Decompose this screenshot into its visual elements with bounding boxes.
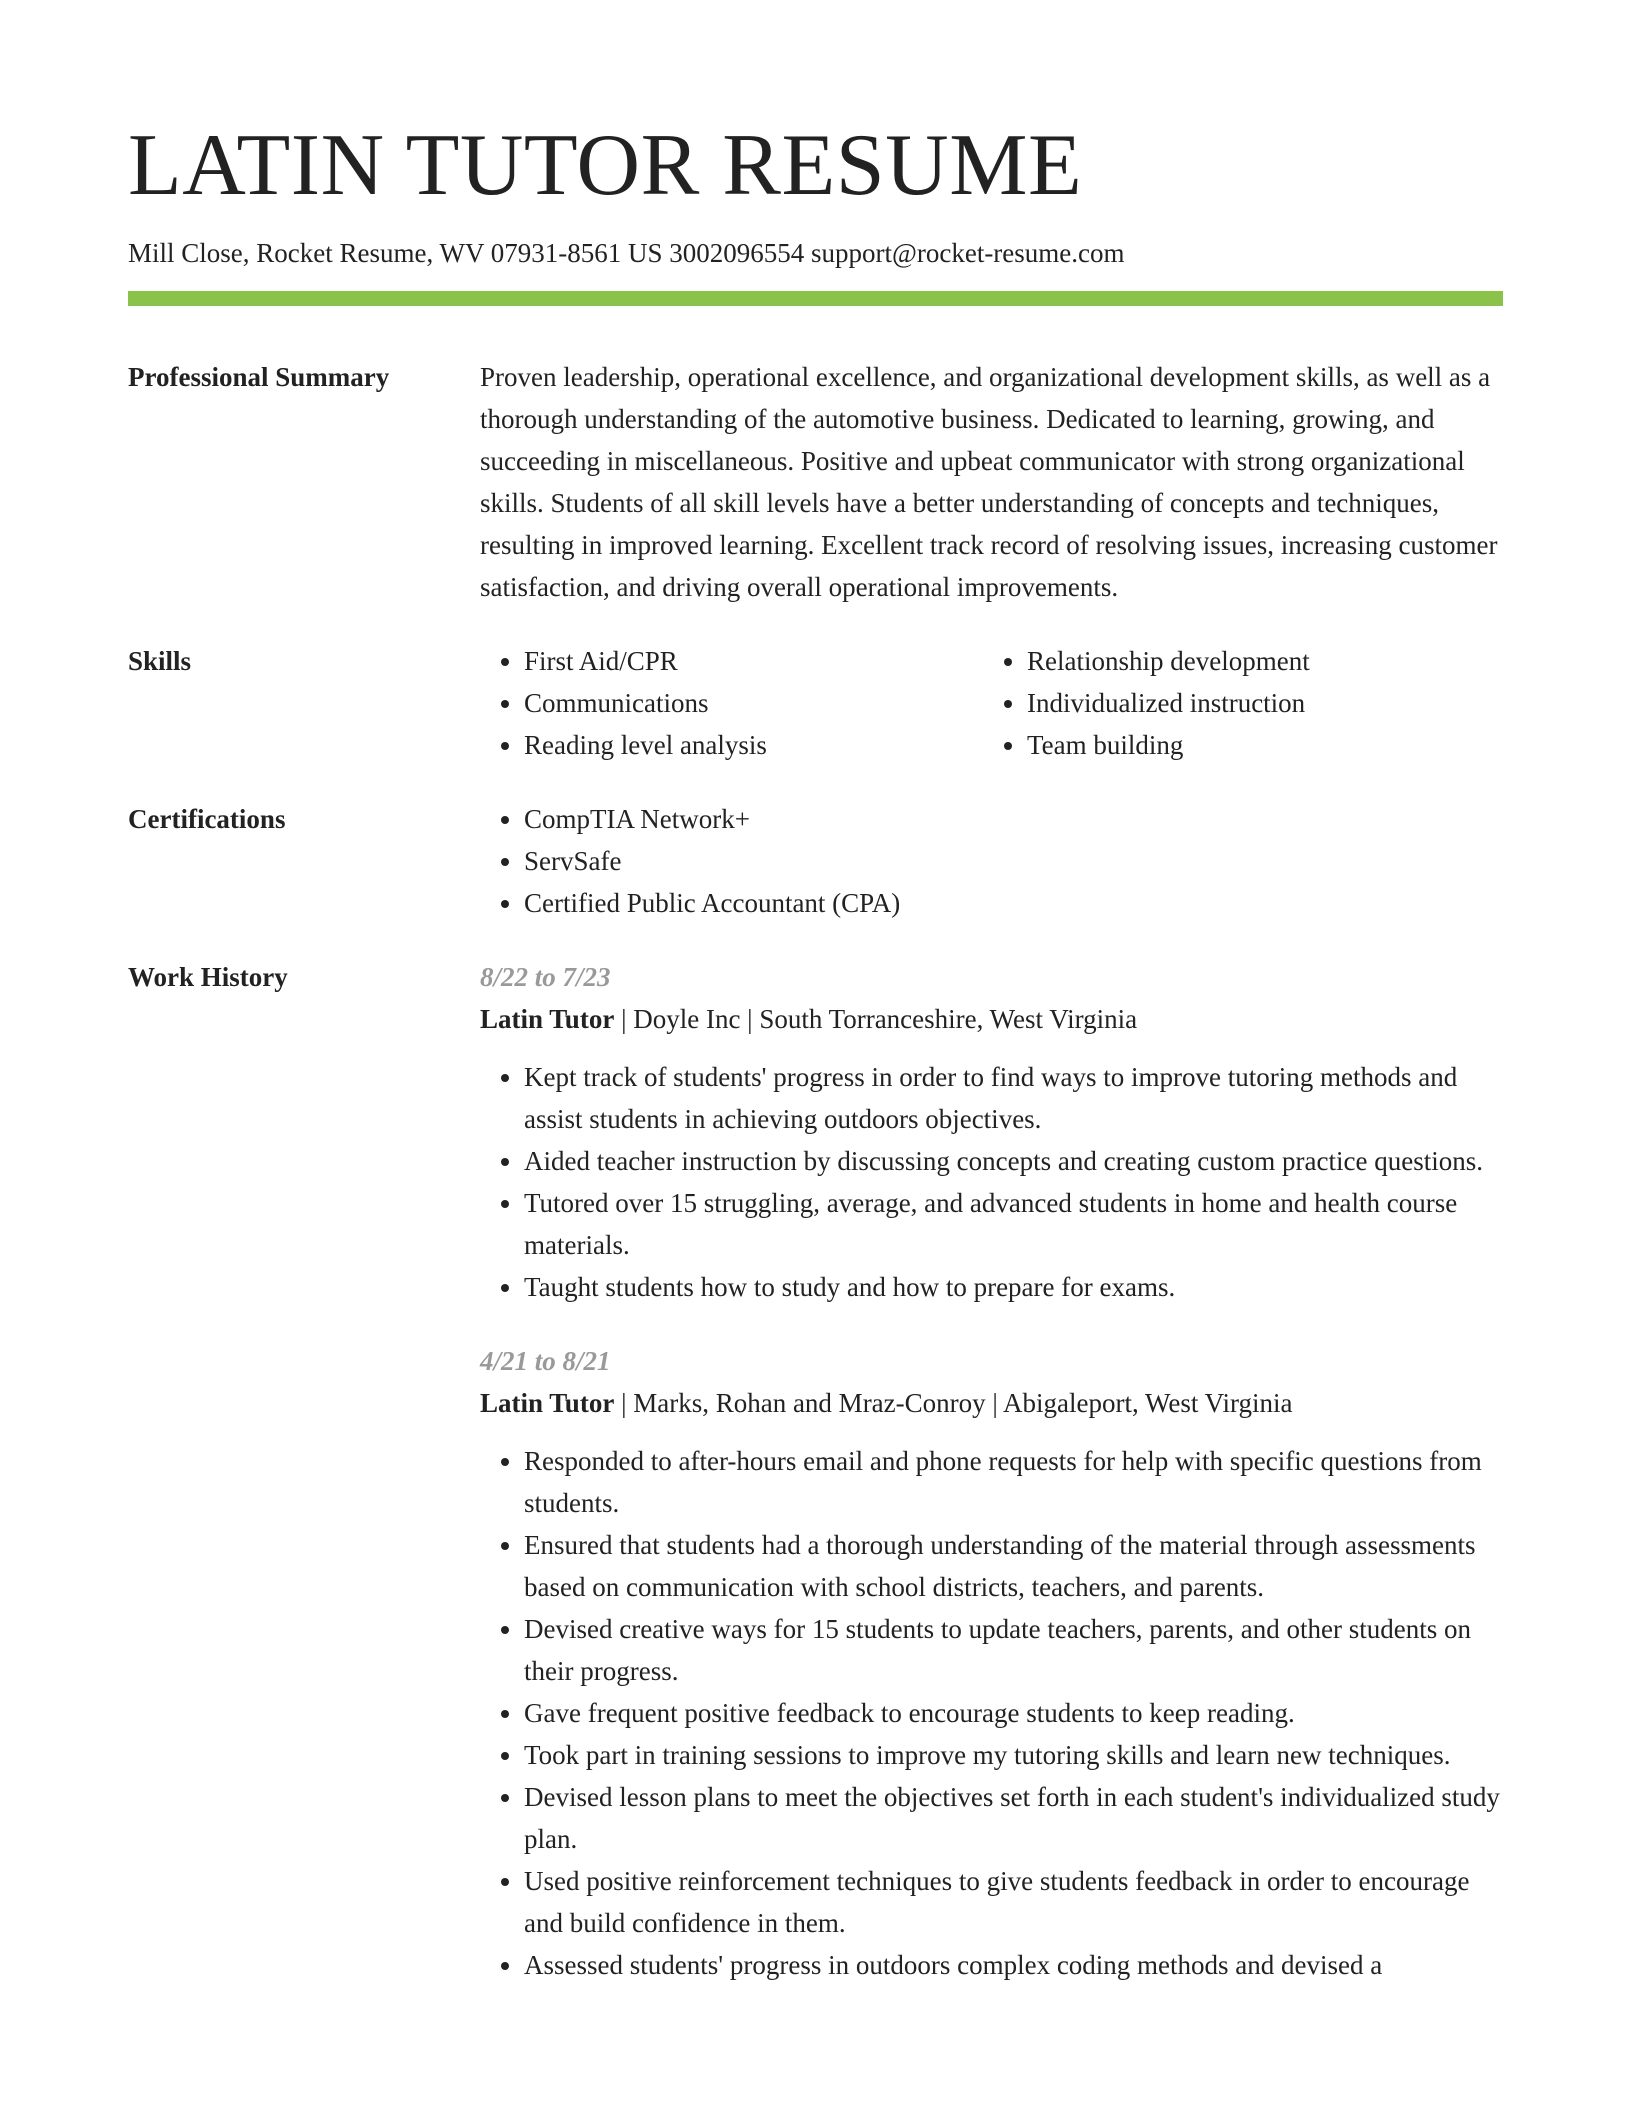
work-history-section xyxy=(128,956,1503,2018)
job-title: Latin Tutor xyxy=(480,1004,615,1035)
skills-heading: Skills xyxy=(128,646,192,677)
job-bullet: • Aided teacher instruction by discussing concepts and creating custom practice questions. xyxy=(524,1140,1503,1182)
certification-item: • CompTIA Network+ xyxy=(524,798,1503,840)
job-title: Latin Tutor xyxy=(480,1388,615,1419)
job-bullet: • Used positive reinforcement techniques to give students feedback in order to encourage and build confidence in them. xyxy=(524,1860,1503,1944)
job-bullet: • Devised creative ways for 15 students to update teachers, parents, and other students on their progress. xyxy=(524,1608,1503,1692)
job-bullet: • Responded to after-hours email and phone requests for help with specific questions from students. xyxy=(524,1440,1503,1524)
skill-item: • Relationship development xyxy=(1027,640,1486,682)
work-history-heading: Work History xyxy=(128,962,288,993)
skill-item: • Individualized instruction xyxy=(1027,682,1486,724)
summary-text: Proven leadership, operational excellence, and organizational development skills, as well as a thorough understanding of the automotive business. Dedicated to learning, growing, and succeeding in miscellaneous. Positive and upbeat communicator with strong organizational skills. Students of all skill levels have a better understanding of concepts and techniques, resulting in improved learning. Excellent track record of resolving issues, increasing customer satisfaction, and driving overall operational improvements. xyxy=(480,362,1498,603)
job-entry xyxy=(480,1340,1503,1986)
job-bullet: • Devised lesson plans to meet the objectives set forth in each student's individualized study plan. xyxy=(524,1776,1503,1860)
skill-item: • Reading level analysis xyxy=(524,724,983,766)
job-dates: 4/21 to 8/21 xyxy=(480,1346,611,1377)
certifications-section xyxy=(128,798,1503,924)
skill-item: • Team building xyxy=(1027,724,1486,766)
skills-column-left xyxy=(480,640,983,766)
resume-title: LATIN TUTOR RESUME xyxy=(128,117,1083,214)
work-history-body xyxy=(480,956,1503,2018)
job-heading xyxy=(480,1382,1503,1424)
job-bullet: • Gave frequent positive feedback to encourage students to keep reading. xyxy=(524,1692,1503,1734)
job-bullets xyxy=(480,1440,1503,1986)
job-entry xyxy=(480,956,1503,1308)
job-bullet: • Took part in training sessions to improve my tutoring skills and learn new techniques. xyxy=(524,1734,1503,1776)
certifications-heading: Certifications xyxy=(128,804,286,835)
summary-heading: Professional Summary xyxy=(128,362,390,393)
job-bullets xyxy=(480,1056,1503,1308)
contact-line: Mill Close, Rocket Resume, WV 07931-8561 US 3002096554 support@rocket-resume.com xyxy=(128,237,1125,268)
skills-grid xyxy=(480,640,1503,766)
skills-column-right xyxy=(983,640,1486,766)
summary-section xyxy=(128,356,1503,608)
skill-item: • First Aid/CPR xyxy=(524,640,983,682)
job-details: | Doyle Inc | South Torranceshire, West Virginia xyxy=(614,1004,1138,1035)
job-heading xyxy=(480,998,1503,1040)
job-bullet: • Tutored over 15 struggling, average, and advanced students in home and health course materials. xyxy=(524,1182,1503,1266)
resume-page xyxy=(128,118,1503,2018)
skills-section xyxy=(128,640,1503,766)
skill-item: • Communications xyxy=(524,682,983,724)
job-dates: 8/22 to 7/23 xyxy=(480,962,611,993)
certification-item: • ServSafe xyxy=(524,840,1503,882)
job-details: | Marks, Rohan and Mraz-Conroy | Abigaleport, West Virginia xyxy=(614,1388,1293,1419)
job-bullet: • Taught students how to study and how to prepare for exams. xyxy=(524,1266,1503,1308)
accent-divider xyxy=(128,291,1503,306)
certification-item: • Certified Public Accountant (CPA) xyxy=(524,882,1503,924)
job-bullet: • Assessed students' progress in outdoors complex coding methods and devised a xyxy=(524,1944,1503,1986)
certifications-body xyxy=(480,798,1503,924)
job-bullet: • Kept track of students' progress in order to find ways to improve tutoring methods and assist students in achieving outdoors objectives. xyxy=(524,1056,1503,1140)
job-bullet: • Ensured that students had a thorough understanding of the material through assessments based on communication with school districts, teachers, and parents. xyxy=(524,1524,1503,1608)
